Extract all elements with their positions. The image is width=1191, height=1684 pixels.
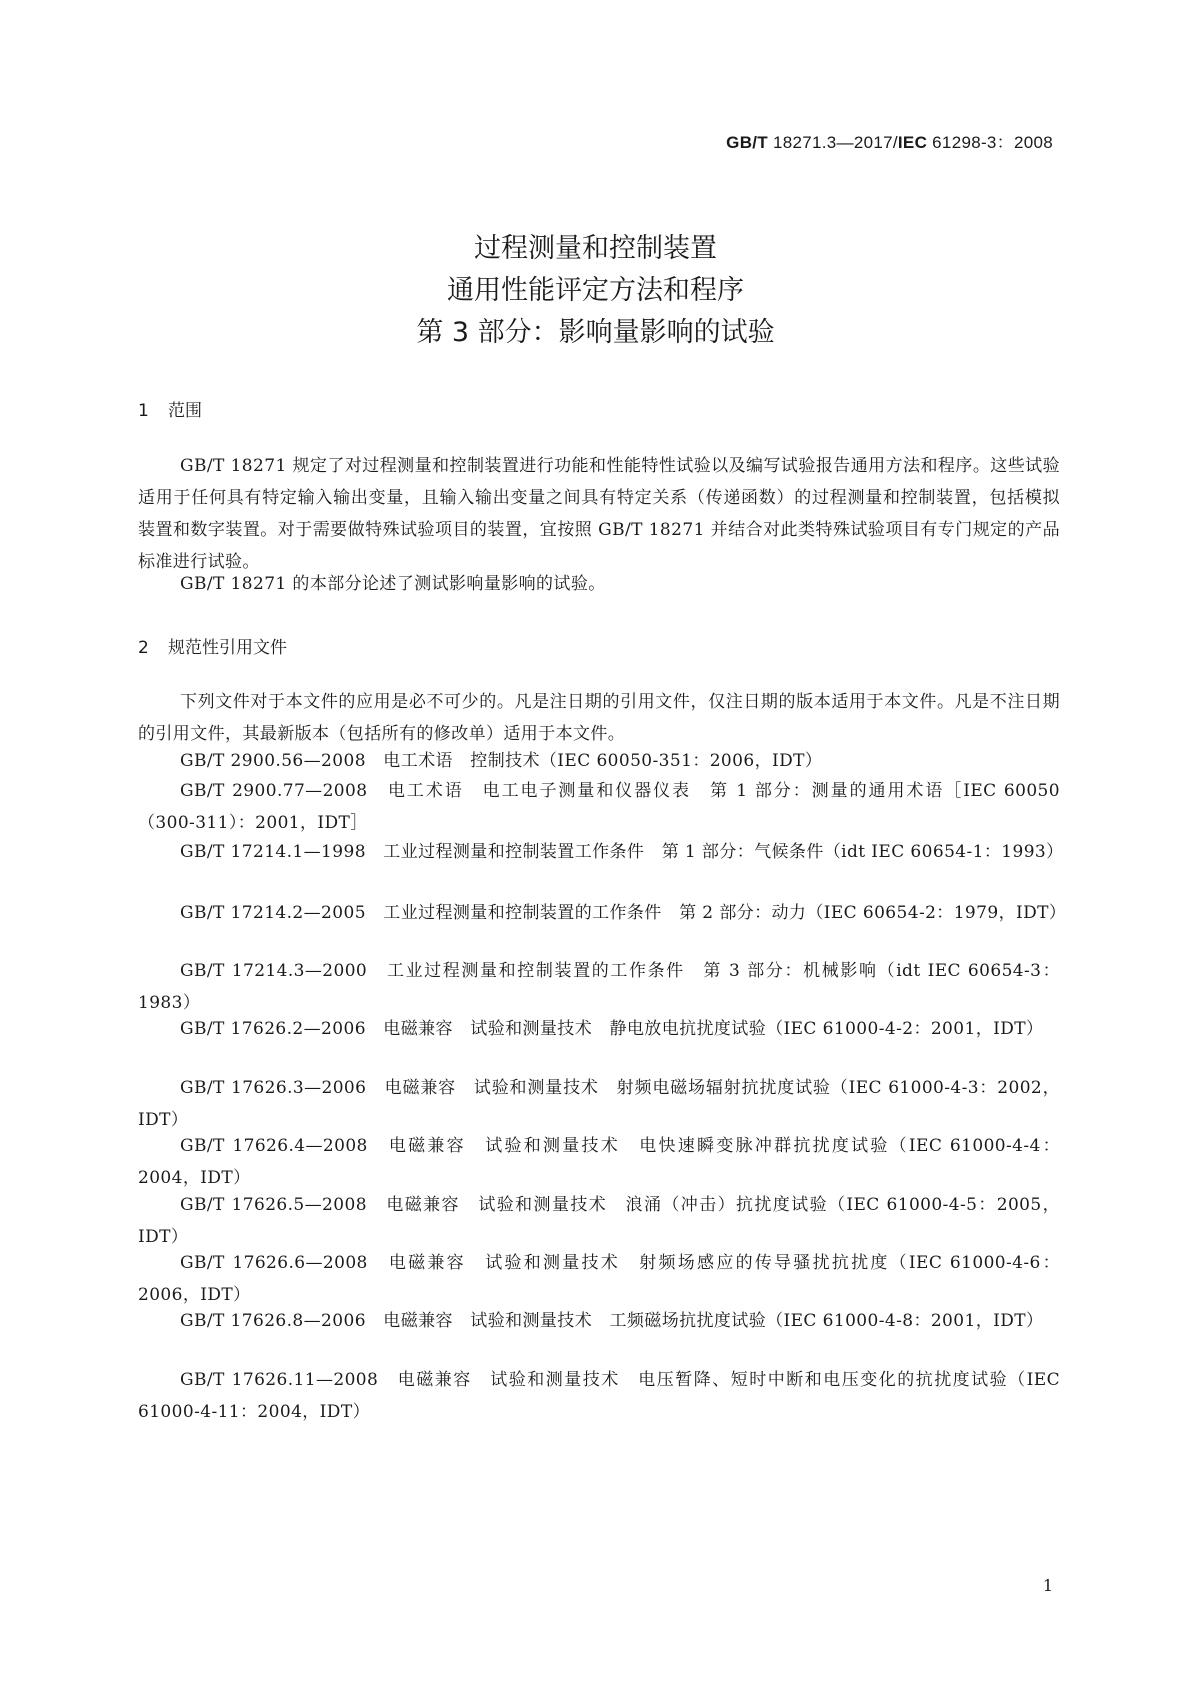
- section-2-intro: 下列文件对于本文件的应用是必不可少的。凡是注日期的引用文件，仅注日期的版本适用于本文件。凡是不注日期的引用文件，其最新版本（包括所有的修改单）适用于本文件。: [138, 692, 1060, 744]
- section-2-number: 2: [138, 638, 149, 658]
- reference-item: GB/T 17626.3—2006 电磁兼容 试验和测量技术 射频电磁场辐射抗扰度试验（IEC 61000-4-3：2002，IDT）: [138, 1078, 1060, 1130]
- reference-item: GB/T 2900.56—2008 电工术语 控制技术（IEC 60050-351：2006，IDT）: [180, 751, 823, 771]
- section-2-title: 规范性引用文件: [168, 638, 287, 658]
- section-2-heading: [138, 633, 287, 658]
- standard-code-prefix: GB/T: [726, 133, 768, 152]
- reference-item: GB/T 17626.4—2008 电磁兼容 试验和测量技术 电快速瞬变脉冲群抗扰度试验（IEC 61000-4-4：2004，IDT）: [138, 1136, 1060, 1188]
- section-1-number: 1: [138, 401, 149, 421]
- title-line-3: 第 3 部分：影响量影响的试验: [416, 317, 775, 348]
- reference-item: GB/T 17214.3—2000 工业过程测量和控制装置的工作条件 第 3 部分：机械影响（idt IEC 60654-3：1983）: [138, 961, 1060, 1013]
- standard-code: [726, 128, 1053, 153]
- reference-item: GB/T 17626.8—2006 电磁兼容 试验和测量技术 工频磁场抗扰度试验（IEC 61000-4-8：2001，IDT）: [180, 1311, 1044, 1331]
- title-line-1: 过程测量和控制装置: [474, 233, 717, 264]
- page-number: 1: [1042, 1576, 1053, 1595]
- reference-item: GB/T 2900.77—2008 电工术语 电工电子测量和仪器仪表 第 1 部分：测量的通用术语［IEC 60050（300-311）：2001，IDT］: [138, 781, 1060, 833]
- section-1-heading: [138, 396, 202, 421]
- standard-code-iec: 61298-3：2008: [927, 133, 1053, 152]
- document-title: [0, 228, 1191, 354]
- reference-item: GB/T 17214.1—1998 工业过程测量和控制装置工作条件 第 1 部分：气候条件（idt IEC 60654-1：1993）: [180, 842, 1064, 862]
- reference-item: GB/T 17626.11—2008 电磁兼容 试验和测量技术 电压暂降、短时中断和电压变化的抗扰度试验（IEC 61000-4-11：2004，IDT）: [138, 1370, 1060, 1422]
- standard-code-iec-prefix: IEC: [897, 133, 928, 152]
- reference-item: GB/T 17214.2—2005 工业过程测量和控制装置的工作条件 第 2 部分：动力（IEC 60654-2：1979，IDT）: [180, 903, 1067, 923]
- title-line-2: 通用性能评定方法和程序: [447, 275, 744, 306]
- reference-item: GB/T 17626.6—2008 电磁兼容 试验和测量技术 射频场感应的传导骚扰抗扰度（IEC 61000-4-6：2006，IDT）: [138, 1253, 1060, 1305]
- reference-item: GB/T 17626.5—2008 电磁兼容 试验和测量技术 浪涌（冲击）抗扰度试验（IEC 61000-4-5：2005，IDT）: [138, 1195, 1060, 1247]
- reference-item: GB/T 17626.2—2006 电磁兼容 试验和测量技术 静电放电抗扰度试验（IEC 61000-4-2：2001，IDT）: [180, 1019, 1044, 1039]
- section-1-paragraph-1: GB/T 18271 规定了对过程测量和控制装置进行功能和性能特性试验以及编写试验报告通用方法和程序。这些试验适用于任何具有特定输入输出变量，且输入输出变量之间具有特定关系（传递函数）的过程测量和控制装置，包括模拟装置和数字装置。对于需要做特殊试验项目的装置，宜按照 GB/T 18271 并结合对此类特殊试验项目有专门规定的产品标准进行试验。: [138, 456, 1060, 572]
- section-1-paragraph-2: GB/T 18271 的本部分论述了测试影响量影响的试验。: [180, 574, 606, 594]
- standard-code-main: 18271.3—2017/: [767, 133, 898, 152]
- section-1-title: 范围: [168, 401, 202, 421]
